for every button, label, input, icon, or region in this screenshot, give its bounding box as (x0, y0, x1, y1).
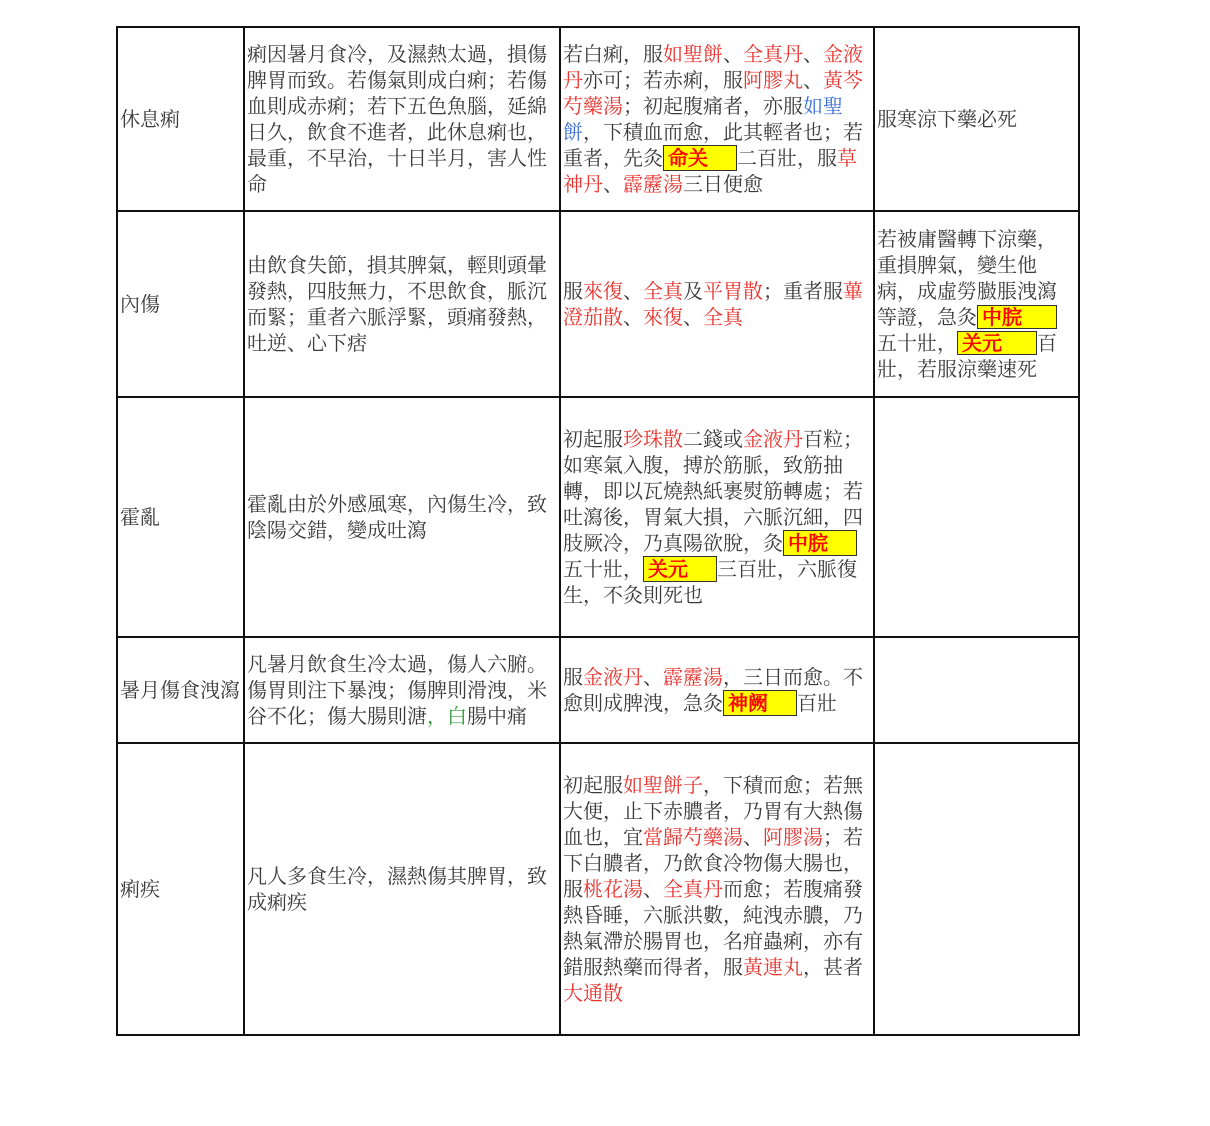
medicine-name: 如聖餅子 (623, 773, 703, 797)
cause-cell: 由飲食失節，損其脾氣，輕則頭暈發熱，四肢無力，不思飲食，脈沉而緊；重者六脈浮緊，頭痛發熱，吐逆、心下痞 (244, 211, 560, 397)
medicine-name: 大通散 (563, 981, 623, 1005)
warning-cell (874, 637, 1079, 743)
treatment-cell (560, 397, 874, 637)
disease-name: 暑月傷食洩瀉 (117, 637, 244, 743)
treatment-text: 、 (623, 279, 643, 303)
table-row (117, 211, 1079, 397)
treatment-text: 、 (623, 305, 643, 329)
cause-text-green: ，白 (427, 704, 467, 728)
cause-cell: 痢因暑月食冷，及濕熱太過，損傷脾胃而致。若傷氣則成白痢；若傷血則成赤痢；若下五色魚腦，延綿日久，飲食不進者，此休息痢也，最重，不早治，十日半月，害人性命 (244, 27, 560, 211)
treatment-text: 、 (683, 305, 703, 329)
acupoint-label: 中脘 (977, 305, 1057, 329)
treatment-text: 三百壯，六脈復生，不灸則死也 (563, 557, 857, 607)
warning-cell (874, 397, 1079, 637)
treatment-text: ，下積而愈；若無大便，止下赤膿者，乃胃有大熱傷血也，宜 (563, 773, 863, 849)
disease-table (116, 26, 1080, 1036)
treatment-text: ；若下白膿者，乃飲食冷物傷大腸也，服 (563, 825, 863, 901)
medicine-name: 金液丹 (743, 427, 803, 451)
treatment-text: 亦可；若赤痢，服 (583, 68, 743, 92)
treatment-text: 、 (803, 68, 823, 92)
medicine-name: 平胃散 (703, 279, 763, 303)
treatment-text: 初起服 (563, 773, 623, 797)
treatment-text: 而愈；若腹痛發熱昏睡，六脈洪數，純洩赤膿，乃熱氣滯於腸胃也，名疳蟲痢，亦有錯服熱藥而得者，服 (563, 877, 863, 979)
medicine-name: 霹靂湯 (623, 172, 683, 196)
treatment-text: 服 (563, 665, 583, 689)
treatment-text: 、 (743, 825, 763, 849)
warning-text: 五十壯， (877, 331, 957, 355)
disease-name: 霍亂 (117, 397, 244, 637)
treatment-text: 、 (643, 877, 663, 901)
warning-cell: 服寒涼下藥必死 (874, 27, 1079, 211)
treatment-text: ；重者服 (763, 279, 843, 303)
medicine-name: 如聖餅 (663, 42, 723, 66)
warning-text: 百壯，若服涼藥速死 (877, 331, 1057, 381)
table-row (117, 397, 1079, 637)
treatment-text: ，甚者 (803, 955, 863, 979)
treatment-text: 百粒；如寒氣入腹，搏於筋脈，致筋抽轉，即以瓦燒熱紙裹熨筋轉處；若吐瀉後，胃氣大損，六脈沉細，四肢厥冷，乃真陽欲脫，灸 (563, 427, 863, 555)
treatment-cell (560, 637, 874, 743)
disease-name: 痢疾 (117, 743, 244, 1035)
treatment-cell (560, 743, 874, 1035)
medicine-name: 阿膠湯 (763, 825, 823, 849)
medicine-name: 全真丹 (663, 877, 723, 901)
medicine-name: 全真 (703, 305, 743, 329)
disease-name: 內傷 (117, 211, 244, 397)
table-row (117, 743, 1079, 1035)
acupoint-label: 关元 (643, 556, 717, 582)
medicine-name: 如聖餅 (563, 94, 843, 144)
medicine-name: 桃花湯 (583, 877, 643, 901)
treatment-text: ，下積血而愈，此其輕者也；若重者，先灸 (563, 120, 863, 170)
medicine-name: 全真丹 (743, 42, 803, 66)
treatment-text: 五十壯， (563, 557, 643, 581)
treatment-text: 、 (723, 42, 743, 66)
treatment-text: 及 (683, 279, 703, 303)
treatment-text: 服 (563, 279, 583, 303)
acupoint-label: 中脘 (783, 530, 857, 556)
medicine-name: 珍珠散 (623, 427, 683, 451)
treatment-text: 二錢或 (683, 427, 743, 451)
warning-cell (874, 743, 1079, 1035)
treatment-cell (560, 211, 874, 397)
treatment-text: 初起服 (563, 427, 623, 451)
treatment-text: ；初起腹痛者，亦服 (623, 94, 803, 118)
treatment-text: 、 (643, 665, 663, 689)
medicine-name: 全真 (643, 279, 683, 303)
acupoint-label: 神阙 (723, 690, 797, 716)
cause-cell: 凡人多食生冷，濕熱傷其脾胃，致成痢疾 (244, 743, 560, 1035)
medicine-name: 阿膠丸 (743, 68, 803, 92)
cause-text: 凡暑月飲食生冷太過，傷人六腑。傷胃則注下暴洩；傷脾則滑洩，米谷不化；傷大腸則溏 (247, 652, 547, 728)
disease-name: 休息痢 (117, 27, 244, 211)
treatment-text: 若白痢，服 (563, 42, 663, 66)
treatment-text: 、 (603, 172, 623, 196)
medicine-name: 來復 (643, 305, 683, 329)
medicine-name: 蓽澄茄散 (563, 279, 863, 329)
treatment-text: 、 (803, 42, 823, 66)
medicine-name: 金液丹 (563, 42, 863, 92)
cause-text: 腸中痛 (467, 704, 527, 728)
acupoint-label: 关元 (957, 331, 1037, 355)
warning-text: 若被庸醫轉下涼藥，重損脾氣，變生他病，成虛勞臌脹洩瀉等證，急灸 (877, 227, 1057, 329)
table-row (117, 27, 1079, 211)
medicine-name: 當歸芍藥湯 (643, 825, 743, 849)
medicine-name: 來復 (583, 279, 623, 303)
medicine-name: 黃芩芍藥湯 (563, 68, 863, 118)
acupoint-label: 命关 (663, 145, 737, 171)
treatment-text: 百壯 (797, 691, 837, 715)
treatment-text: 三日便愈 (683, 172, 763, 196)
medicine-name: 草神丹 (563, 146, 857, 196)
warning-cell (874, 211, 1079, 397)
treatment-text: 二百壯，服 (737, 146, 837, 170)
medicine-name: 黃連丸 (743, 955, 803, 979)
treatment-text: ，三日而愈。不愈則成脾洩，急灸 (563, 665, 863, 715)
medicine-name: 霹靂湯 (663, 665, 723, 689)
treatment-cell (560, 27, 874, 211)
medicine-name: 金液丹 (583, 665, 643, 689)
table-row (117, 637, 1079, 743)
cause-cell (244, 637, 560, 743)
cause-cell: 霍亂由於外感風寒，內傷生冷，致陰陽交錯，變成吐瀉 (244, 397, 560, 637)
